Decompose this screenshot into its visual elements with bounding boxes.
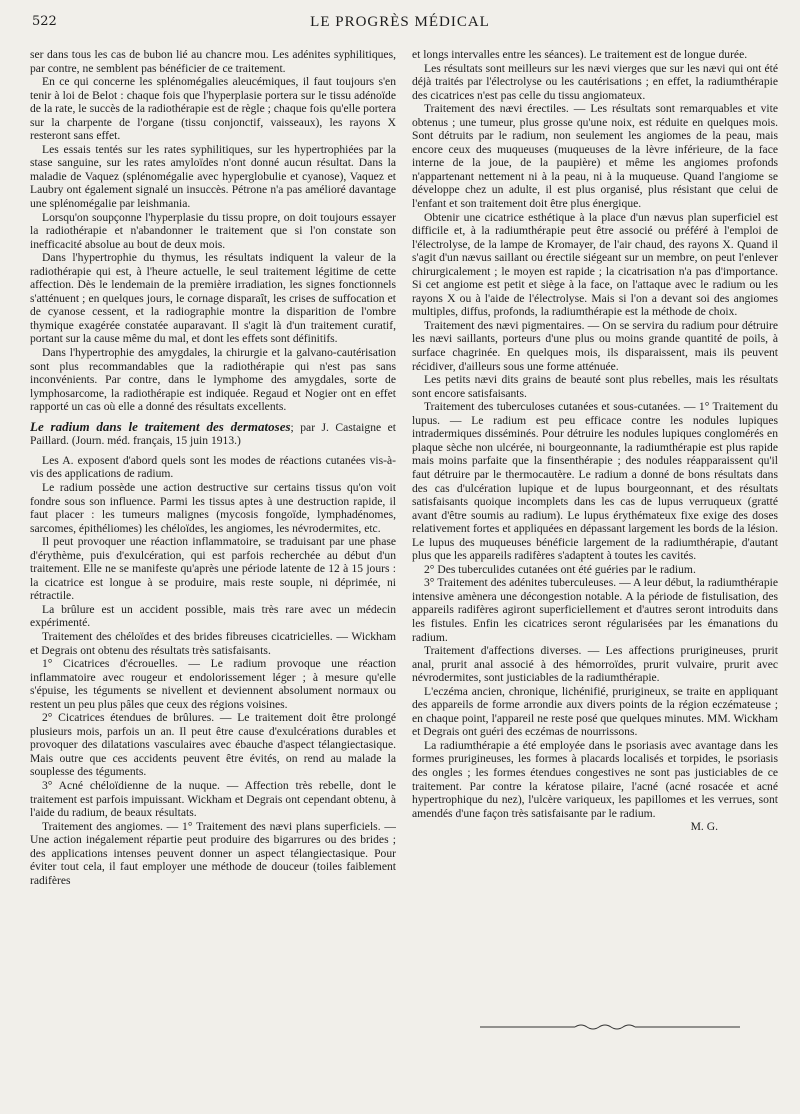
paragraph: Les essais tentés sur les rates syphilitiques, sur les hypertrophiées par la stase sanguine, sur les rates amyloïdes n'ont donné aucun résultat. Dans la maladie de Vaquez (splénomégalie avec hyperglobulie et cyanose), Vaquez et Laubry ont également signalé un insuccès. Pétrone n'a pas amélioré davantage une splénomégalie par leishmania. — [30, 142, 396, 211]
section-paragraph: Traitement des tuberculoses cutanées et sous-cutanées. — 1° Traitement du lupus. — Le radium est peu efficace contre les nodules lupiques intradermiques disséminés. Pour détruire les nodules lupiques conglomérés en plaque sèche non ulcérée, ni bourgeonnante, la radiumthérapie est plus rapide mais moins parfaite que la finsenthérapie ; des nodules réapparaissent qu'il faut détruire par le thermocautère. Le radium a donné de bons résultats dans des cas d'ulcération lupique et de lupus bourgeonnant, et des résultats satisfaisants quoique incomplets dans les cas de lupus verruqueux (gratté avant d'être soumis au radium). Le lupus érythémateux fixe exige des doses relativement fortes et appliquées en dépassant largement les bords de la lésion. Le lupus des muqueuses bénéficie largement de la radiumthérapie, d'autant plus que les appareils radifères s'adaptent à toutes les cavités. — [412, 400, 778, 563]
paragraph: 2° Des tuberculides cutanées ont été guéries par le radium. — [424, 562, 696, 576]
paragraph: Traitement des nævi érectiles. — Les résultats sont remarquables et vite obtenus ; une tumeur, plus grosse qu'une noix, est réduite en quelques mois. Sont détruits par le radium, non seulement les angiomes de la peau, mais encore ceux des muqueuses (muqueuses de la lèvre inférieure, de la face interne de la joue, de la paupière) et même les angiomes profonds n'appartenant nettement ni à la peau, ni à la muqueuse. Quand l'angiome se développe chez un adulte, il est plus organisé, plus résistant que celui de l'enfant et son traitement doit être plus énergique. — [412, 102, 778, 211]
paragraph: Il peut provoquer une réaction inflammatoire, se traduisant par une phase d'érythème, puis d'exulcération, qui est parfois recherchée au début d'un traitement. Elle ne se manifeste qu'après une période latente de 12 à 15 jours : la cicatrice est longue à se produire, mais reste souple, ni déprimée, ni rétractile. — [30, 535, 396, 603]
section-paragraph: Traitement des nævi pigmentaires. — On se servira du radium pour détruire les nævi saillants, porteurs d'une plus ou moins grande quantité de poils, à surface chagrinée. En quelques mois, ils disparaissent, mais ils peuvent récidiver, d'ailleurs sous une forme atténuée. — [412, 318, 778, 373]
paragraph: Le radium possède une action destructive sur certains tissus qu'on voit fondre sous son influence. Parmi les tissus aptes à une destruction rapide, il faut placer : les tumeurs malignes (mycosis fongoïde, lymphadénomes, sarcomes, épithéliomes) les chéloïdes, les angiomes, les névrodermites, etc. — [30, 480, 396, 535]
paragraph: et longs intervalles entre les séances). Le traitement est de longue durée. — [412, 48, 748, 61]
section-paragraph: Traitement des chéloïdes et des brides fibreuses cicatricielles. — Wickham et Degrais ont obtenu des résultats très satisfaisants. — [30, 629, 396, 657]
article-heading — [30, 420, 396, 448]
paragraph: Obtenir une cicatrice esthétique à la place d'un nævus plan superficiel est difficile et, à la radiumthérapie peut être associé ou préféré à l'emploi de l'électrolyse, de la lampe de Kromayer, de l'air chaud, des rayons X. Quand il s'agit d'un nævus saillant ou érectile siégeant sur un membre, on peut l'enlever chirurgicalement ; le moyen est rapide ; la cicatrisation n'a pas d'importance. Si cet angiome est petit et siège à la face, on l'attaque avec le radium ou les rayons X ou à l'aide de l'électrolyse. Mais si l'on a devant soi des angiomes multiples, diffus, profonds, la radiumthérapie est la méthode de choix. — [412, 210, 778, 319]
paragraph: L'eczéma ancien, chronique, lichénifié, prurigineux, se traite en appliquant des appareils de forme arrondie aux divers points de la région eczémateuse ; en chaque point, l'appareil ne reste posé que quelques minutes. MM. Wickham et Degrais ont guéri des eczémas de nourrissons. — [412, 684, 778, 739]
paragraph: 2° Cicatrices étendues de brûlures. — Le traitement doit être prolongé plusieurs mois, parfois un an. Il peut être cause d'exulcérations durables et provoquer des dilatations vasculaires avec ébauche d'aspect télangiectasique. Mais outre que ces accidents peuvent être évités, on rend au malade la souplesse des téguments. — [30, 711, 396, 779]
paragraph: 3° Acné chéloïdienne de la nuque. — Affection très rebelle, dont le traitement est parfois impuissant. Wickham et Degrais ont cependant obtenu, à l'aide du radium, de beaux résultats. — [30, 778, 396, 820]
article-authors: ; par J. Castaigne et Paillard. (Journ. méd. français, 15 juin 1913.) — [30, 420, 396, 448]
paragraph: Dans l'hypertrophie des amygdales, la chirurgie et la galvano-cautérisation sont plus recommandables que la radiothérapie qui n'est pas sans inconvénients. Par contre, dans le lymphome des amygdales, sorte de lymphosarcome, la radiothérapie est indiquée. Regaud et Nogier ont en effet rapporté un cas où elle a donné des résultats excellents. — [30, 346, 396, 414]
paragraph: En ce qui concerne les splénomégalies aleucémiques, il faut toujours s'en tenir à loi de Belot : chaque fois que l'hyperplasie portera sur le tissu adénoïde de la rate, le succès de la radiothérapie est de règle ; chaque fois qu'elle portera sur la charpente de l'organe (tissu conjonctif, vaisseaux), les rayons X resteront sans effet. — [30, 75, 396, 143]
journal-title: LE PROGRÈS MÉDICAL — [310, 14, 490, 30]
running-header — [32, 14, 768, 34]
paragraph: La radiumthérapie a été employée dans le psoriasis avec avantage dans les formes prurigineuses, les formes à placards localisés et torpides, le psoriasis des ongles ; les formes étendues congestives ne sont pas justiciables de ce traitement. Par contre la kératose pilaire, l'acné (acné rosacée et acné hypertrophique du nez), l'ulcère variqueux, les papillomes et les verrues, sont amendés d'une façon très satisfaisante par le radium. — [412, 738, 778, 820]
paragraph: Dans l'hypertrophie du thymus, les résultats indiquent la valeur de la radiothérapie qui est, à l'heure actuelle, le seul traitement légitime de cette affection. Dès le lendemain de la première irradiation, les signes fonctionnels s'atténuent ; en quelques jours, le cornage disparaît, les crises de suffocation et de cyanose cessent, et la radiographie montre la disparition de l'ombre thymique exagérée constatée auparavant. Il s'agit là d'un traitement curatif, portant sur la cause même du mal, et dont les effets sont définitifs. — [30, 251, 396, 346]
section-paragraph: Traitement des angiomes. — 1° Traitement des nævi plans superficiels. — Une action inégalement répartie peut produire des bigarrures ou des brides ; des applications intenses peuvent donner un aspect télangiectasique. Pour éviter tout cela, il faut employer une méthode de douceur (toiles faiblement radifères — [30, 819, 396, 887]
paragraph: 3° Traitement des adénites tuberculeuses. — A leur début, la radiumthérapie intensive amènera une décongestion notable. A la période de fistulisation, des appareils radifères agiront superficiellement et d'autres seront introduits dans les fistules. Enfin les cicatrices seront régularisées par les émanations du radium. — [412, 576, 778, 644]
paragraph: La brûlure est un accident possible, mais très rare avec un médecin expérimenté. — [30, 602, 396, 630]
section-paragraph: Traitement d'affections diverses. — Les affections prurigineuses, prurit anal, prurit anal associé à des hémorroïdes, prurit vulvaire, prurit avec névrodermites, sont justiciables de la radiumthérapie. — [412, 644, 778, 685]
paragraph: Les petits nævi dits grains de beauté sont plus rebelles, mais les résultats sont encore satisfaisants. — [412, 373, 778, 400]
end-ornament — [480, 1022, 740, 1032]
paragraph: ser dans tous les cas de bubon lié au chancre mou. Les adénites syphilitiques, par contre, ne semblent pas bénéficier de ce traitement. — [30, 48, 396, 75]
paragraph: Les A. exposent d'abord quels sont les modes de réactions cutanées vis-à-vis des applications de radium. — [30, 453, 396, 481]
left-column — [30, 48, 396, 1088]
paragraph: Les résultats sont meilleurs sur les nævi vierges que sur les nævi qui ont été déjà traités par l'électrolyse ou les cautérisations ; en effet, la radiumthérapie des cicatrices n'est pas celle du tissu angiomateux. — [412, 61, 778, 102]
signature: M. G. — [690, 820, 718, 834]
right-column — [412, 48, 778, 1088]
article-title: Le radium dans le traitement des dermatoses — [30, 418, 291, 434]
paragraph: Lorsqu'on soupçonne l'hyperplasie du tissu propre, on doit toujours essayer la radiothérapie et n'abandonner le traitement que si l'on constate son inefficacité absolue au bout de deux mois. — [30, 210, 396, 251]
page-number: 522 — [32, 14, 57, 29]
paragraph: 1° Cicatrices d'écrouelles. — Le radium provoque une réaction inflammatoire avec rougeur et endolorissement léger ; à mesure qu'elle s'épuise, les téguments se nivellent et deviennent absolument normaux ou restent un peu plus pâles que ceux des régions voisines. — [30, 657, 396, 711]
